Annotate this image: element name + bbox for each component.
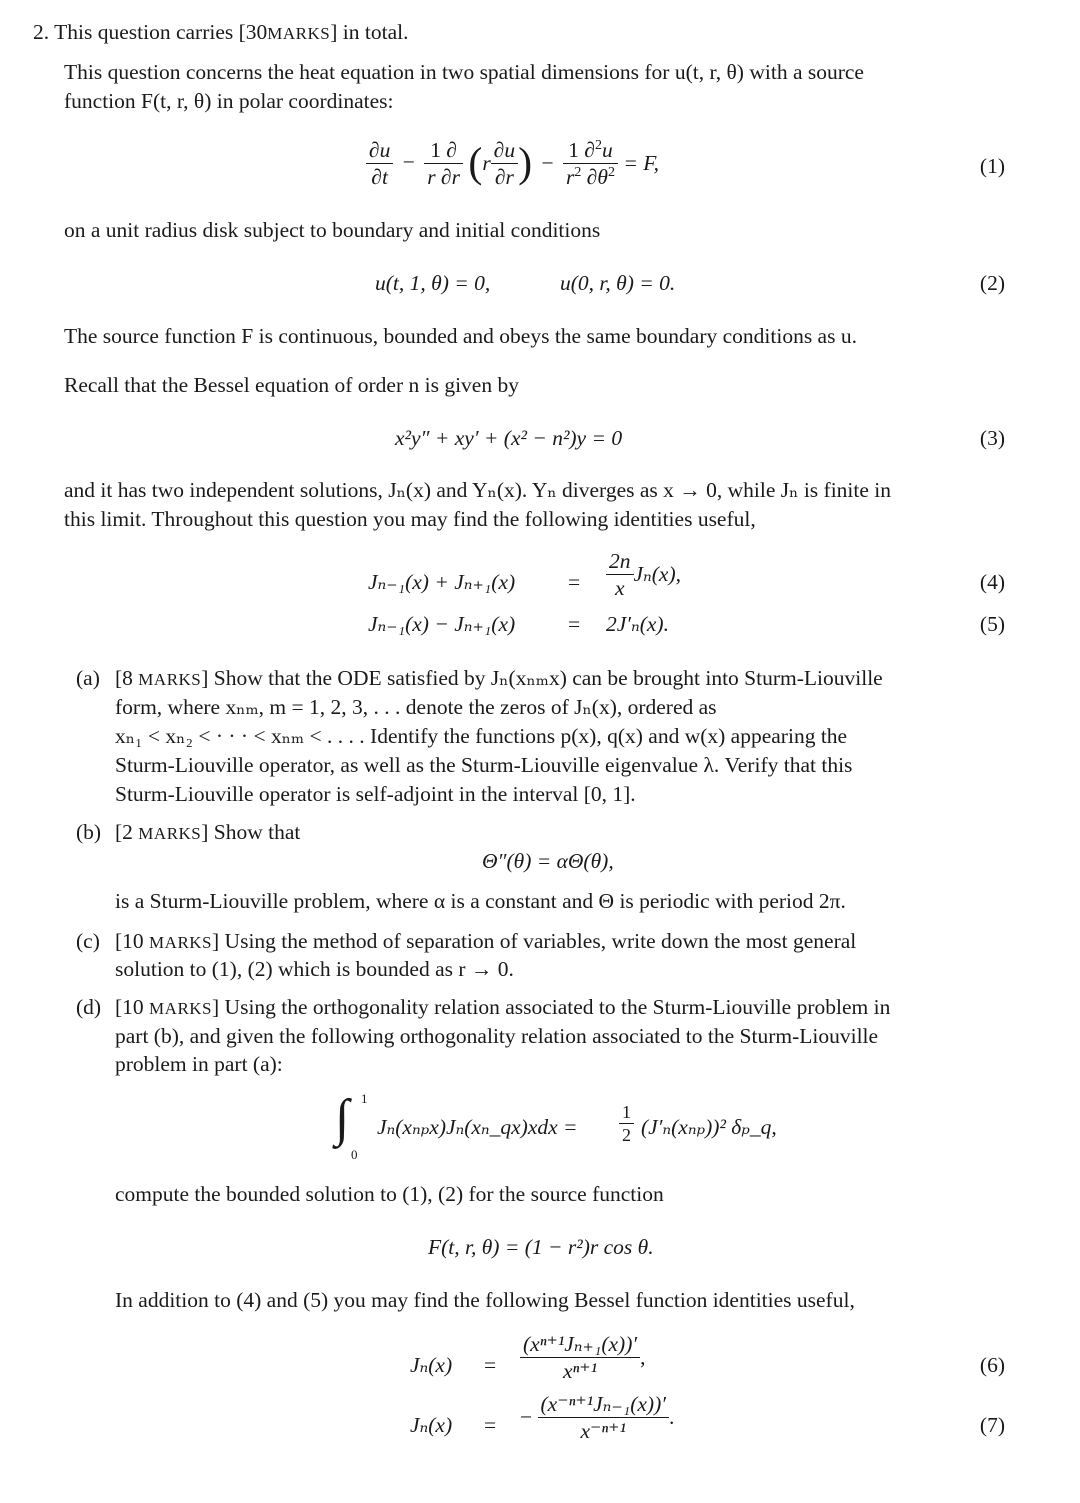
solutions-line-2: this limit. Throughout this question you may find the following identities useful, [64, 507, 756, 531]
eq4-fraction [606, 550, 634, 599]
eq7-equals: = [484, 1413, 497, 1437]
question-header-tail: ] in total. [330, 20, 409, 44]
part-b-line-2: is a Sturm-Liouville problem, where α is a constant and Θ is periodic with period 2π. [115, 889, 846, 913]
part-a-line-3: xₙ₁ < xₙ₂ < · · · < xₙₘ < . . . . Identify the functions p(x), q(x) and w(x) appearing the [115, 724, 848, 748]
part-a-marks: MARKS [138, 670, 202, 689]
equation-1 [366, 139, 659, 188]
part-b-text-1: ] Show that [201, 820, 301, 844]
eq7-denominator: x⁻ⁿ⁺¹ [580, 1418, 626, 1443]
eq2-label: (2) [979, 271, 1005, 295]
part-c-label: (c) [76, 929, 100, 953]
eq1-du-dt: $\frac{\partial u}{\partial t}$ [366, 139, 393, 188]
source-equation: F(t, r, θ) = (1 − r²)r cos θ. [428, 1235, 654, 1259]
eq6-label: (6) [979, 1353, 1005, 1377]
bc-intro: on a unit radius disk subject to boundary and initial conditions [64, 218, 601, 242]
question-number: 2. [33, 20, 50, 44]
part-b-marks: MARKS [138, 824, 202, 843]
eq1-rhs: = F, [623, 151, 659, 176]
eq1-second-deriv: $\frac{1 \partial^2u}{r^2 \partial\theta^2}$ [563, 139, 618, 188]
eq1-rparen: ) [518, 140, 533, 187]
eq7-numerator: (x⁻ⁿ⁺¹Jₙ₋₁(x))′ [538, 1393, 669, 1418]
eq4-rhs [606, 550, 681, 599]
solutions-line-1: and it has two independent solutions, Jₙ(x) and Yₙ(x). Yₙ diverges as x → 0, while Jₙ is finite in [64, 478, 892, 502]
part-c-text-1: ] Using the method of separation of variables, write down the most general [212, 929, 857, 953]
part-d-marks: MARKS [149, 999, 213, 1018]
eq1-label: (1) [979, 154, 1005, 178]
eq7-tail: . [668, 1405, 675, 1430]
part-b-equation: Θ″(θ) = αΘ(θ), [482, 849, 614, 873]
intro-line-1: This question concerns the heat equation in two spatial dimensions for u(t, r, θ) with a source [64, 60, 864, 84]
part-a-label: (a) [76, 666, 100, 690]
eq7-sign: − [520, 1405, 533, 1430]
half-fraction [619, 1103, 634, 1145]
eq3-text: x²y″ + xy′ + (x² − n²)y = 0 [395, 426, 623, 450]
compute-text: compute the bounded solution to (1), (2) for the source function [115, 1182, 664, 1206]
addition-text: In addition to (4) and (5) you may find the following Bessel function identities useful, [115, 1288, 855, 1312]
source-text: The source function F is continuous, bounded and obeys the same boundary conditions as u. [64, 324, 857, 348]
eq4-equals: = [568, 570, 581, 594]
part-a-marks-pre: [8 [115, 666, 133, 690]
eq1-r: r [482, 151, 491, 176]
eq5-equals: = [568, 612, 581, 636]
eq4-lhs: Jₙ₋₁(x) + Jₙ₊₁(x) [368, 570, 516, 594]
part-d-line-2: part (b), and given the following orthogonality relation associated to the Sturm-Liouville [115, 1024, 879, 1048]
part-b-label: (b) [76, 820, 102, 844]
part-d-text-1: ] Using the orthogonality relation associated to the Sturm-Liouville problem in [212, 995, 891, 1019]
part-a-line-4: Sturm-Liouville operator, as well as the Sturm-Liouville eigenvalue λ. Verify that this [115, 753, 853, 777]
part-b-line-1 [115, 820, 300, 845]
part-d-marks-pre: [10 [115, 995, 144, 1019]
eq4-label: (4) [979, 570, 1005, 594]
integral-upper: 1 [361, 1091, 368, 1106]
integral-sign: ∫ [335, 1090, 350, 1147]
eq6-numerator: (xⁿ⁺¹Jₙ₊₁(x))′ [520, 1333, 640, 1358]
part-c-line-2: solution to (1), (2) which is bounded as r → 0. [115, 957, 514, 981]
eq6-equals: = [484, 1353, 497, 1377]
eq4-denominator: x [614, 575, 625, 600]
eq4-tail: Jₙ(x), [633, 562, 681, 587]
integrand: Jₙ(xₙₚx)Jₙ(xₙ_qx)xdx = [377, 1115, 578, 1139]
intro-line-2: function F(t, r, θ) in polar coordinates: [64, 89, 394, 113]
part-d-line-3: problem in part (a): [115, 1052, 283, 1076]
part-c-line-1 [115, 929, 856, 954]
question-header [33, 20, 408, 45]
eq6-tail: , [640, 1345, 646, 1370]
part-c-marks-pre: [10 [115, 929, 144, 953]
eq6-rhs [520, 1333, 645, 1382]
part-a-line-2: form, where xₙₘ, m = 1, 2, 3, . . . denote the zeros of Jₙ(x), ordered as [115, 695, 717, 719]
eq7-lhs: Jₙ(x) [410, 1413, 453, 1437]
part-c-marks: MARKS [149, 933, 213, 952]
eq6-denominator: xⁿ⁺¹ [562, 1358, 598, 1383]
part-b-marks-pre: [2 [115, 820, 133, 844]
eq4-numerator: 2n [606, 550, 634, 575]
part-d-label: (d) [76, 995, 102, 1019]
eq1-lparen: ( [468, 140, 483, 187]
eq7-rhs [520, 1393, 674, 1442]
eq1-one-over-r: $\frac{1 \partial}{r \partial r}$ [424, 139, 463, 188]
eq2-right: u(0, r, θ) = 0. [560, 271, 676, 295]
eq2-left: u(t, 1, θ) = 0, [375, 271, 491, 295]
part-d-line-1 [115, 995, 890, 1020]
eq5-label: (5) [979, 612, 1005, 636]
half-numerator: 1 [619, 1103, 634, 1124]
eq5-rhs: 2J′ₙ(x). [606, 612, 669, 636]
eq6-lhs: Jₙ(x) [410, 1353, 453, 1377]
integral-rhs: (J′ₙ(xₙₚ))² δₚ_q, [641, 1115, 777, 1139]
marks-label: MARKS [267, 24, 331, 43]
part-a-line-1 [115, 666, 883, 691]
integral-lower: 0 [351, 1147, 358, 1162]
eq3-label: (3) [979, 426, 1005, 450]
part-a-text-1: ] Show that the ODE satisfied by Jₙ(xₙₘx) can be brought into Sturm-Liouville [201, 666, 883, 690]
question-header-text: This question carries [30 [54, 20, 268, 44]
part-a-line-5: Sturm-Liouville operator is self-adjoint in the interval [0, 1]. [115, 782, 636, 806]
bessel-intro: Recall that the Bessel equation of order n is given by [64, 373, 519, 397]
eq1-minus-1: − [402, 149, 415, 174]
eq1-du-dr: $\frac{\partial u}{\partial r}$ [491, 139, 518, 188]
half-denominator: 2 [622, 1124, 631, 1145]
eq7-label: (7) [979, 1413, 1005, 1437]
eq5-lhs: Jₙ₋₁(x) − Jₙ₊₁(x) [368, 612, 516, 636]
eq1-minus-2: − [541, 151, 554, 176]
